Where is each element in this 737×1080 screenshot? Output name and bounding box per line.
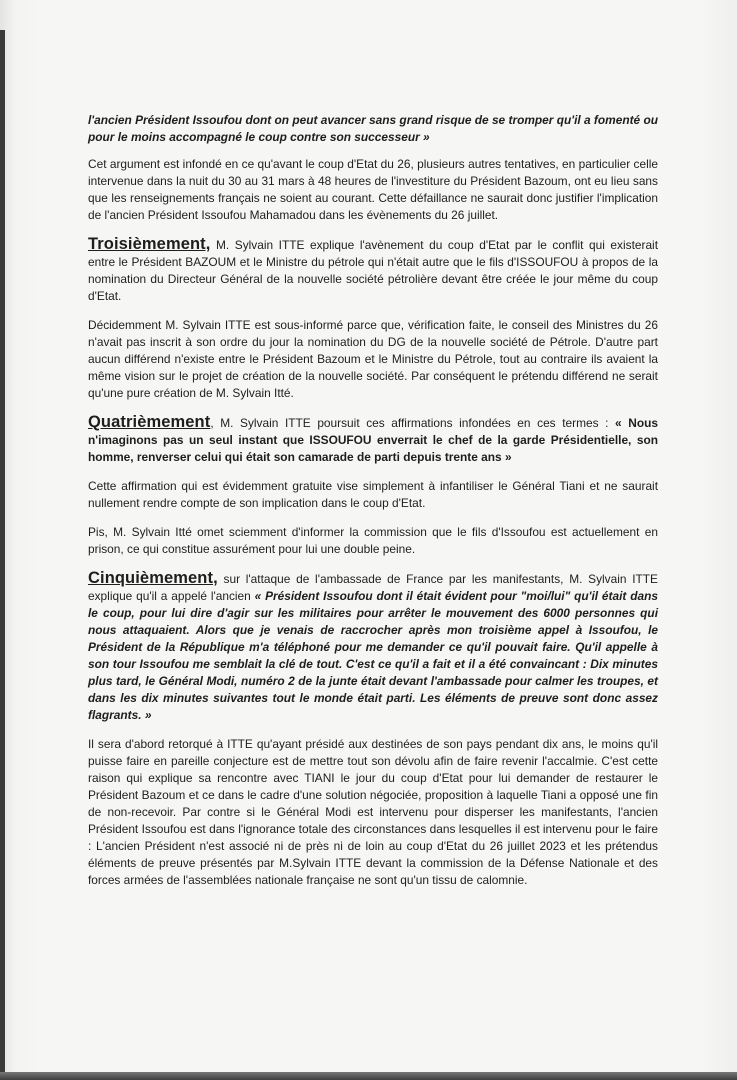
document-body [88, 112, 658, 901]
paragraph-affirmation: Cette affirmation qui est évidemment gratuite vise simplement à infantiliser le Général Tiani et ne saurait nullement rendre compte de son implication dans le coup d'Etat. [88, 479, 658, 510]
paragraph-argument: Cet argument est infondé en ce qu'avant le coup d'Etat du 26, plusieurs autres tentatives, en particulier celle intervenue dans la nuit du 30 au 31 mars à 48 heures de l'investiture du Président Bazoum, ont eu lieu sans que les renseignements français ne soient au courant. Cette défaillance ne saurait donc justifier l'implication de l'ancien Président Issoufou Mahamadou dans les évènements du 26 juillet. [88, 157, 658, 222]
heading-quatriemement: Quatrièmement [88, 413, 211, 431]
scan-bottom-edge [0, 1072, 737, 1080]
paragraph-final: Il sera d'abord retorqué à ITTE qu'ayant présidé aux destinées de son pays pendant dix ans, le moins qu'il puisse faire en pareille conjecture est de mettre tout son dévolu afin de faire revenir l'accalmie. C'est cette raison qui explique sa rencontre avec TIANI le jour du coup d'Etat pour lui demander de restaurer le Président Bazoum et ce dans le cadre d'une solution négociée, proposition à laquelle Tiani a opposé une fin de non-recevoir. Par contre si le Général Modi est intervenu pour disperser les manifestants, l'ancien Président Issoufou est dans l'ignorance totale des circonstances dans lesquelles il est intervenu pour le faire : L'ancien Président n'est associé ni de près ni de loin au coup d'Etat du 26 juillet 2023 et les prétendus éléments de preuve présentés par M.Sylvain ITTE devant la commission de la Défense Nationale et des forces armées de l'assemblées nationale française ne sont qu'un tissu de calomnie. [88, 737, 658, 887]
troisiemement-text: M. Sylvain ITTE explique l'avènement du coup d'Etat par le conflit qui existerait entre le Président BAZOUM et le Ministre du pétrole qui n'était autre que le fils d'ISSOUFOU à propos de la nomination du Directeur Général de la nouvelle société pétrolière devant être créée le jour même du coup d'Etat. [88, 238, 658, 303]
opening-quote: l'ancien Président Issoufou dont on peut avancer sans grand risque de se tromper qu'il a fomenté ou pour le moins accompagné le coup contre son successeur » [88, 113, 658, 144]
paragraph-sous-informe: Décidemment M. Sylvain ITTE est sous-informé parce que, vérification faite, le conseil des Ministres du 26 n'avait pas inscrit à son ordre du jour la nomination du DG de la nouvelle société de Pétrole. D'autre part aucun différend n'existe entre le Président Bazoum et le Ministre du Pétrole, tout au contraire ils avaient la même vision sur le projet de création de la nouvelle société. Par conséquent le prétendu différend ne serait qu'une pure création de M. Sylvain Itté. [88, 318, 658, 400]
quatriemement-text: , M. Sylvain ITTE poursuit ces affirmations infondées en ces termes : [210, 416, 616, 430]
scan-left-edge [0, 30, 5, 1080]
paragraph-quatriemement [88, 414, 658, 466]
paragraph-cinquiemement [88, 570, 658, 724]
paragraph-troisiemement [88, 236, 658, 305]
cinquiemement-quote: « Président Issoufou dont il était évident pour "moi/lui" qu'il était dans le coup, pour lui dire d'agir sur les militaires pour arrêter le mouvement des 6000 personnes qui nous attaquaient. Alors que je venais de raccrocher après mon troisième appel à Issoufou, le Président de la République m'a téléphoné pour me demander ce qu'il pouvait faire. Qu'il appelle à son tour Issoufou me semblait la clé de tout. C'est ce qu'il a fait et il a été convaincant : Dix minutes plus tard, le Général Modi, numéro 2 de la junte était devant l'ambassade pour calmer les troupes, et dans les dix minutes suivantes tout le monde était parti. Les éléments de preuve sont donc assez flagrants. » [88, 589, 658, 722]
paragraph-pis: Pis, M. Sylvain Itté omet sciemment d'informer la commission que le fils d'Issoufou est actuellement en prison, ce qui constitue assurément pour lui une double peine. [88, 525, 658, 556]
quatriemement-quote: « Nous n'imaginons pas un seul instant que ISSOUFOU enverrait le chef de la garde Présidentielle, son homme, renverser celui qui était son camarade de parti depuis trente ans » [88, 416, 658, 464]
heading-troisiemement: Troisièmement, [88, 235, 211, 253]
heading-cinquiemement: Cinquièmement, [88, 569, 218, 587]
cinquiemement-text: sur l'attaque de l'ambassade de France par les manifestants, M. Sylvain ITTE explique qu'il a appelé l'ancien [88, 572, 658, 603]
